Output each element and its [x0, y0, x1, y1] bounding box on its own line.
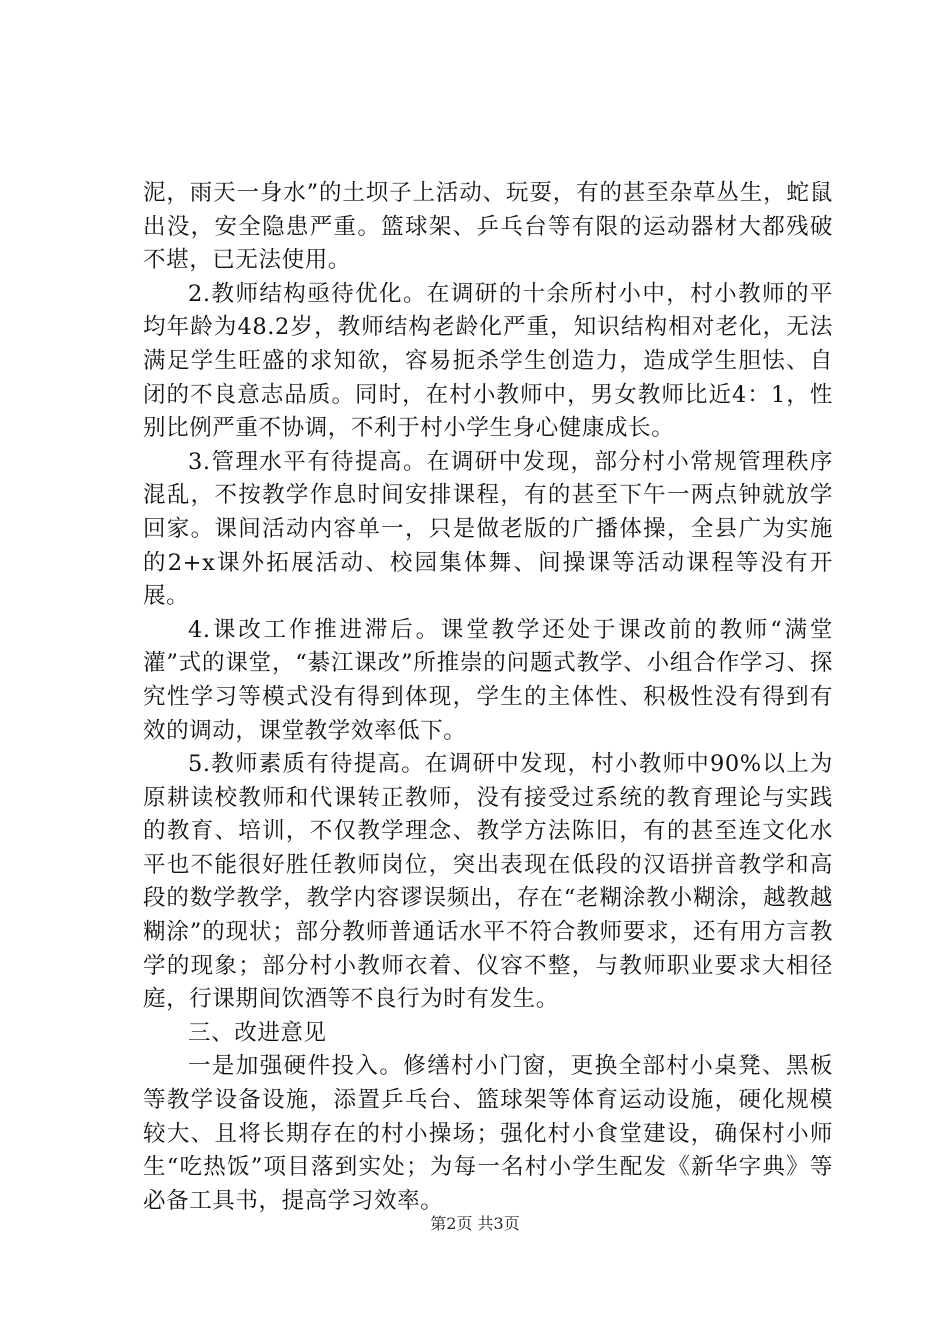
- page-footer: 第2页 共3页: [430, 1214, 520, 1233]
- paragraph-teacher-structure: 2.教师结构亟待优化。在调研的十余所村小中，村小教师的平均年龄为48.2岁，教师结构老龄化严重，知识结构相对老化，无法满足学生旺盛的求知欲，容易扼杀学生创造力，造成学生胆怯、自闭的不良意志品质。同时，在村小教师中，男女教师比近4：1，性别比例严重不协调，不利于村小学生身心健康成长。: [143, 280, 833, 442]
- paragraph-hardware-investment: 一是加强硬件投入。修缮村小门窗，更换全部村小桌凳、黑板等教学设备设施，添置乒乓台、篮球架等体育运动设施，硬化规模较大、且将长期存在的村小操场；强化村小食堂建设，确保村小师生“吃热饭”项目落到实处；为每一名村小学生配发《新华字典》等必备工具书，提高学习效率。: [143, 1053, 833, 1214]
- section-heading-improvements: 三、改进意见: [188, 1019, 327, 1046]
- paragraph-curriculum-reform: 4.课改工作推进滞后。课堂教学还处于课改前的教师“满堂灌”式的课堂，“綦江课改”所推崇的问题式教学、小组合作学习、探究性学习等模式没有得到体现，学生的主体性、积极性没有得到有效的调动，课堂教学效率低下。: [143, 616, 833, 744]
- paragraph-teacher-quality: 5.教师素质有待提高。在调研中发现，村小教师中90%以上为原耕读校教师和代课转正教师，没有接受过系统的教育理论与实践的教育、培训，不仅教学理念、教学方法陈旧，有的甚至连文化水平也不能很好胜任教师岗位，突出表现在低段的汉语拼音教学和高段的数学教学，教学内容谬误频出，存在“老糊涂教小糊涂，越教越糊涂”的现状；部分教师普通话水平不符合教师要求，还有用方言教学的现象；部分村小教师衣着、仪容不整，与教师职业要求大相径庭，行课期间饮酒等不良行为时有发生。: [143, 751, 833, 1013]
- paragraph-management-level: 3.管理水平有待提高。在调研中发现，部分村小常规管理秩序混乱，不按教学作息时间安排课程，有的甚至下午一两点钟就放学回家。课间活动内容单一，只是做老版的广播体操，全县广为实施的2+x课外拓展活动、校园集体舞、间操课等活动课程等没有开展。: [143, 448, 833, 610]
- paragraph-continuation: 泥，雨天一身水”的土坝子上活动、玩耍，有的甚至杂草丛生，蛇鼠出没，安全隐患严重。篮球架、乒乓台等有限的运动器材大都残破不堪，已无法使用。: [143, 180, 833, 274]
- document-body: [143, 177, 833, 1218]
